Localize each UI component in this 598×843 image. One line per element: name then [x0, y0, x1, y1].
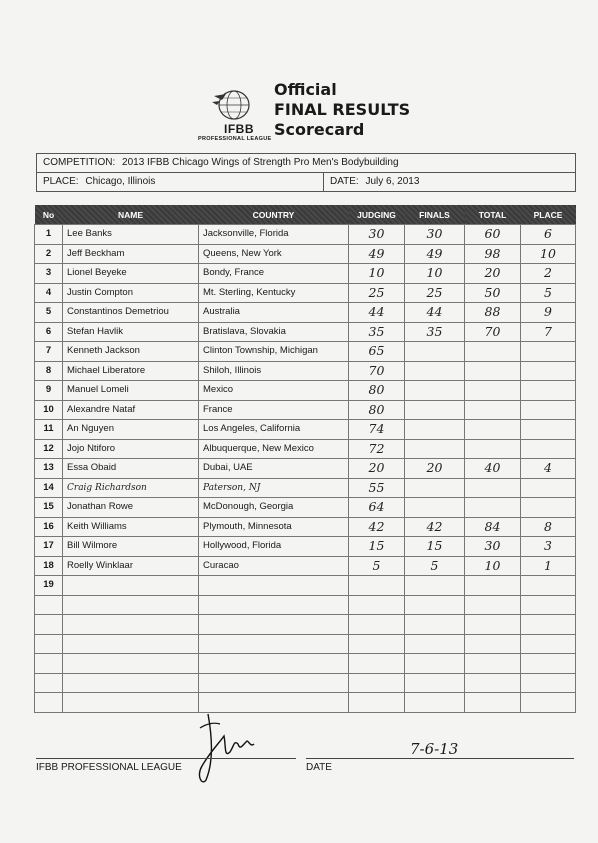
cell-total [465, 634, 521, 654]
cell-name: Keith Williams [63, 517, 199, 537]
cell-country: Australia [199, 303, 349, 323]
cell-no: 12 [35, 439, 63, 459]
cell-no [35, 654, 63, 674]
cell-total [465, 478, 521, 498]
cell-no: 15 [35, 498, 63, 518]
table-row [35, 361, 576, 381]
cell-name [63, 654, 199, 674]
cell-judging [349, 654, 405, 674]
cell-total [465, 498, 521, 518]
competition-label: COMPETITION: [43, 157, 116, 168]
table-row [35, 556, 576, 576]
competition-info-box [36, 153, 576, 192]
cell-finals: 25 [405, 283, 465, 303]
cell-place: 4 [521, 459, 576, 479]
cell-finals [405, 478, 465, 498]
title-line-scorecard: Scorecard [274, 120, 365, 139]
cell-place [521, 673, 576, 693]
table-row [35, 303, 576, 323]
cell-name: An Nguyen [63, 420, 199, 440]
cell-total [465, 381, 521, 401]
cell-finals [405, 381, 465, 401]
cell-country [199, 654, 349, 674]
cell-judging: 55 [349, 478, 405, 498]
cell-total [465, 439, 521, 459]
cell-name: Roelly Winklaar [63, 556, 199, 576]
cell-finals [405, 420, 465, 440]
cell-country [199, 576, 349, 596]
table-row [35, 498, 576, 518]
cell-place [521, 400, 576, 420]
logo-sub-text: PROFESSIONAL LEAGUE [198, 136, 272, 142]
cell-country: Curacao [199, 556, 349, 576]
cell-judging: 10 [349, 264, 405, 284]
cell-name: Manuel Lomeli [63, 381, 199, 401]
cell-place [521, 634, 576, 654]
cell-place [521, 654, 576, 674]
cell-total: 20 [465, 264, 521, 284]
cell-place: 9 [521, 303, 576, 323]
cell-finals [405, 439, 465, 459]
cell-judging: 64 [349, 498, 405, 518]
table-row [35, 693, 576, 713]
cell-name: Bill Wilmore [63, 537, 199, 557]
cell-finals: 15 [405, 537, 465, 557]
cell-name [63, 615, 199, 635]
cell-country: Clinton Township, Michigan [199, 342, 349, 362]
table-row [35, 654, 576, 674]
cell-judging [349, 673, 405, 693]
cell-name: Craig Richardson [63, 478, 199, 498]
cell-name [63, 595, 199, 615]
cell-country: Los Angeles, California [199, 420, 349, 440]
cell-total: 40 [465, 459, 521, 479]
cell-country [199, 673, 349, 693]
cell-place [521, 693, 576, 713]
cell-country: Dubai, UAE [199, 459, 349, 479]
header-no: No [35, 205, 63, 225]
title-line-official: Official [274, 80, 337, 99]
cell-country [199, 615, 349, 635]
table-row [35, 420, 576, 440]
cell-name [63, 576, 199, 596]
cell-name [63, 693, 199, 713]
cell-no: 5 [35, 303, 63, 323]
cell-finals: 35 [405, 322, 465, 342]
title-line-final-results: FINAL RESULTS [274, 100, 411, 119]
cell-finals: 5 [405, 556, 465, 576]
cell-no: 17 [35, 537, 63, 557]
table-row [35, 673, 576, 693]
cell-name: Jeff Beckham [63, 244, 199, 264]
table-row [35, 342, 576, 362]
place-value: Chicago, Illinois [85, 176, 156, 187]
cell-no: 14 [35, 478, 63, 498]
cell-total: 88 [465, 303, 521, 323]
cell-place [521, 381, 576, 401]
date-label: DATE: [330, 176, 359, 187]
ifbb-logo [180, 84, 272, 144]
cell-finals: 30 [405, 225, 465, 245]
cell-name: Lionel Beyeke [63, 264, 199, 284]
cell-place [521, 478, 576, 498]
cell-name: Jojo Ntiforo [63, 439, 199, 459]
cell-judging [349, 615, 405, 635]
cell-judging: 65 [349, 342, 405, 362]
table-row [35, 225, 576, 245]
header-finals: FINALS [405, 205, 465, 225]
cell-finals: 42 [405, 517, 465, 537]
cell-name [63, 673, 199, 693]
cell-total [465, 400, 521, 420]
cell-judging [349, 576, 405, 596]
cell-no: 10 [35, 400, 63, 420]
cell-place: 3 [521, 537, 576, 557]
cell-name: Alexandre Nataf [63, 400, 199, 420]
cell-judging [349, 595, 405, 615]
logo-main-text: IFBB [224, 122, 254, 136]
cell-country [199, 595, 349, 615]
cell-total [465, 693, 521, 713]
table-body [35, 225, 576, 713]
cell-no: 2 [35, 244, 63, 264]
cell-country: Bratislava, Slovakia [199, 322, 349, 342]
competition-row [37, 154, 575, 172]
cell-no [35, 595, 63, 615]
cell-finals [405, 498, 465, 518]
cell-name: Lee Banks [63, 225, 199, 245]
cell-country: France [199, 400, 349, 420]
handwritten-date: 7-6-13 [410, 740, 459, 758]
cell-total: 98 [465, 244, 521, 264]
cell-judging: 44 [349, 303, 405, 323]
cell-judging: 35 [349, 322, 405, 342]
table-row [35, 537, 576, 557]
cell-country: Jacksonville, Florida [199, 225, 349, 245]
cell-total [465, 615, 521, 635]
cell-place [521, 498, 576, 518]
cell-place: 5 [521, 283, 576, 303]
cell-judging: 80 [349, 381, 405, 401]
cell-place: 6 [521, 225, 576, 245]
table-row [35, 283, 576, 303]
cell-country: Queens, New York [199, 244, 349, 264]
cell-no: 4 [35, 283, 63, 303]
cell-no: 7 [35, 342, 63, 362]
place-row [37, 172, 575, 191]
cell-place [521, 420, 576, 440]
cell-country: McDonough, Georgia [199, 498, 349, 518]
cell-finals: 49 [405, 244, 465, 264]
cell-name: Michael Liberatore [63, 361, 199, 381]
cell-name: Stefan Havlik [63, 322, 199, 342]
cell-finals [405, 654, 465, 674]
cell-place: 2 [521, 264, 576, 284]
cell-country: Shiloh, Illinois [199, 361, 349, 381]
cell-total: 10 [465, 556, 521, 576]
cell-judging: 5 [349, 556, 405, 576]
table-row [35, 400, 576, 420]
cell-country [199, 634, 349, 654]
table-row [35, 264, 576, 284]
signature-line [36, 758, 296, 759]
cell-no: 19 [35, 576, 63, 596]
cell-no: 1 [35, 225, 63, 245]
header-country: COUNTRY [199, 205, 349, 225]
cell-judging [349, 634, 405, 654]
cell-total: 50 [465, 283, 521, 303]
cell-country: Bondy, France [199, 264, 349, 284]
cell-name: Essa Obaid [63, 459, 199, 479]
cell-total [465, 654, 521, 674]
cell-finals: 44 [405, 303, 465, 323]
cell-judging [349, 693, 405, 713]
cell-place: 8 [521, 517, 576, 537]
table-row [35, 478, 576, 498]
cell-finals [405, 615, 465, 635]
cell-judging: 15 [349, 537, 405, 557]
cell-judging: 74 [349, 420, 405, 440]
cell-judging: 30 [349, 225, 405, 245]
cell-judging: 72 [349, 439, 405, 459]
table-row [35, 634, 576, 654]
cell-total: 70 [465, 322, 521, 342]
footer-date-label: DATE [306, 762, 332, 773]
header-place: PLACE [521, 205, 576, 225]
header-name: NAME [63, 205, 199, 225]
cell-place [521, 439, 576, 459]
footer-organization: IFBB PROFESSIONAL LEAGUE [36, 762, 182, 773]
cell-place [521, 361, 576, 381]
cell-no: 8 [35, 361, 63, 381]
header-total: TOTAL [465, 205, 521, 225]
cell-judging: 25 [349, 283, 405, 303]
cell-name [63, 634, 199, 654]
cell-no [35, 615, 63, 635]
cell-total [465, 595, 521, 615]
table-header-row [35, 205, 576, 225]
table-row [35, 459, 576, 479]
cell-total [465, 420, 521, 440]
cell-no: 6 [35, 322, 63, 342]
cell-country: Plymouth, Minnesota [199, 517, 349, 537]
cell-no [35, 634, 63, 654]
cell-finals [405, 361, 465, 381]
table-row [35, 595, 576, 615]
table-row [35, 576, 576, 596]
results-table [34, 205, 576, 713]
date-cell [323, 173, 419, 191]
table-row [35, 615, 576, 635]
globe-icon [212, 88, 252, 122]
cell-judging: 49 [349, 244, 405, 264]
cell-name: Kenneth Jackson [63, 342, 199, 362]
cell-total [465, 342, 521, 362]
place-label: PLACE: [43, 176, 79, 187]
cell-no: 9 [35, 381, 63, 401]
cell-place: 1 [521, 556, 576, 576]
cell-finals [405, 693, 465, 713]
cell-total: 60 [465, 225, 521, 245]
cell-place: 7 [521, 322, 576, 342]
cell-finals [405, 400, 465, 420]
cell-finals: 10 [405, 264, 465, 284]
table-row [35, 381, 576, 401]
signature [190, 706, 280, 786]
table-row [35, 322, 576, 342]
cell-no: 13 [35, 459, 63, 479]
cell-total [465, 361, 521, 381]
table-row [35, 517, 576, 537]
cell-no: 16 [35, 517, 63, 537]
cell-total [465, 576, 521, 596]
cell-no: 3 [35, 264, 63, 284]
cell-name: Constantinos Demetriou [63, 303, 199, 323]
cell-country: Mt. Sterling, Kentucky [199, 283, 349, 303]
cell-no [35, 673, 63, 693]
cell-finals [405, 342, 465, 362]
cell-country: Albuquerque, New Mexico [199, 439, 349, 459]
cell-finals [405, 634, 465, 654]
cell-place: 10 [521, 244, 576, 264]
cell-no: 18 [35, 556, 63, 576]
cell-place [521, 595, 576, 615]
cell-no [35, 693, 63, 713]
header-judging: JUDGING [349, 205, 405, 225]
cell-judging: 80 [349, 400, 405, 420]
cell-finals [405, 673, 465, 693]
competition-value: 2013 IFBB Chicago Wings of Strength Pro Men's Bodybuilding [122, 157, 399, 168]
cell-no: 11 [35, 420, 63, 440]
cell-country: Paterson, NJ [199, 478, 349, 498]
cell-place [521, 615, 576, 635]
table-row [35, 244, 576, 264]
cell-total [465, 673, 521, 693]
cell-name: Justin Compton [63, 283, 199, 303]
date-value: July 6, 2013 [365, 176, 420, 187]
cell-finals [405, 576, 465, 596]
cell-place [521, 342, 576, 362]
cell-country: Hollywood, Florida [199, 537, 349, 557]
cell-total: 30 [465, 537, 521, 557]
cell-place [521, 576, 576, 596]
page-title [274, 80, 410, 140]
table-row [35, 439, 576, 459]
cell-finals: 20 [405, 459, 465, 479]
cell-judging: 20 [349, 459, 405, 479]
cell-total: 84 [465, 517, 521, 537]
date-line [306, 758, 574, 759]
cell-judging: 70 [349, 361, 405, 381]
cell-country: Mexico [199, 381, 349, 401]
cell-judging: 42 [349, 517, 405, 537]
cell-finals [405, 595, 465, 615]
cell-name: Jonathan Rowe [63, 498, 199, 518]
